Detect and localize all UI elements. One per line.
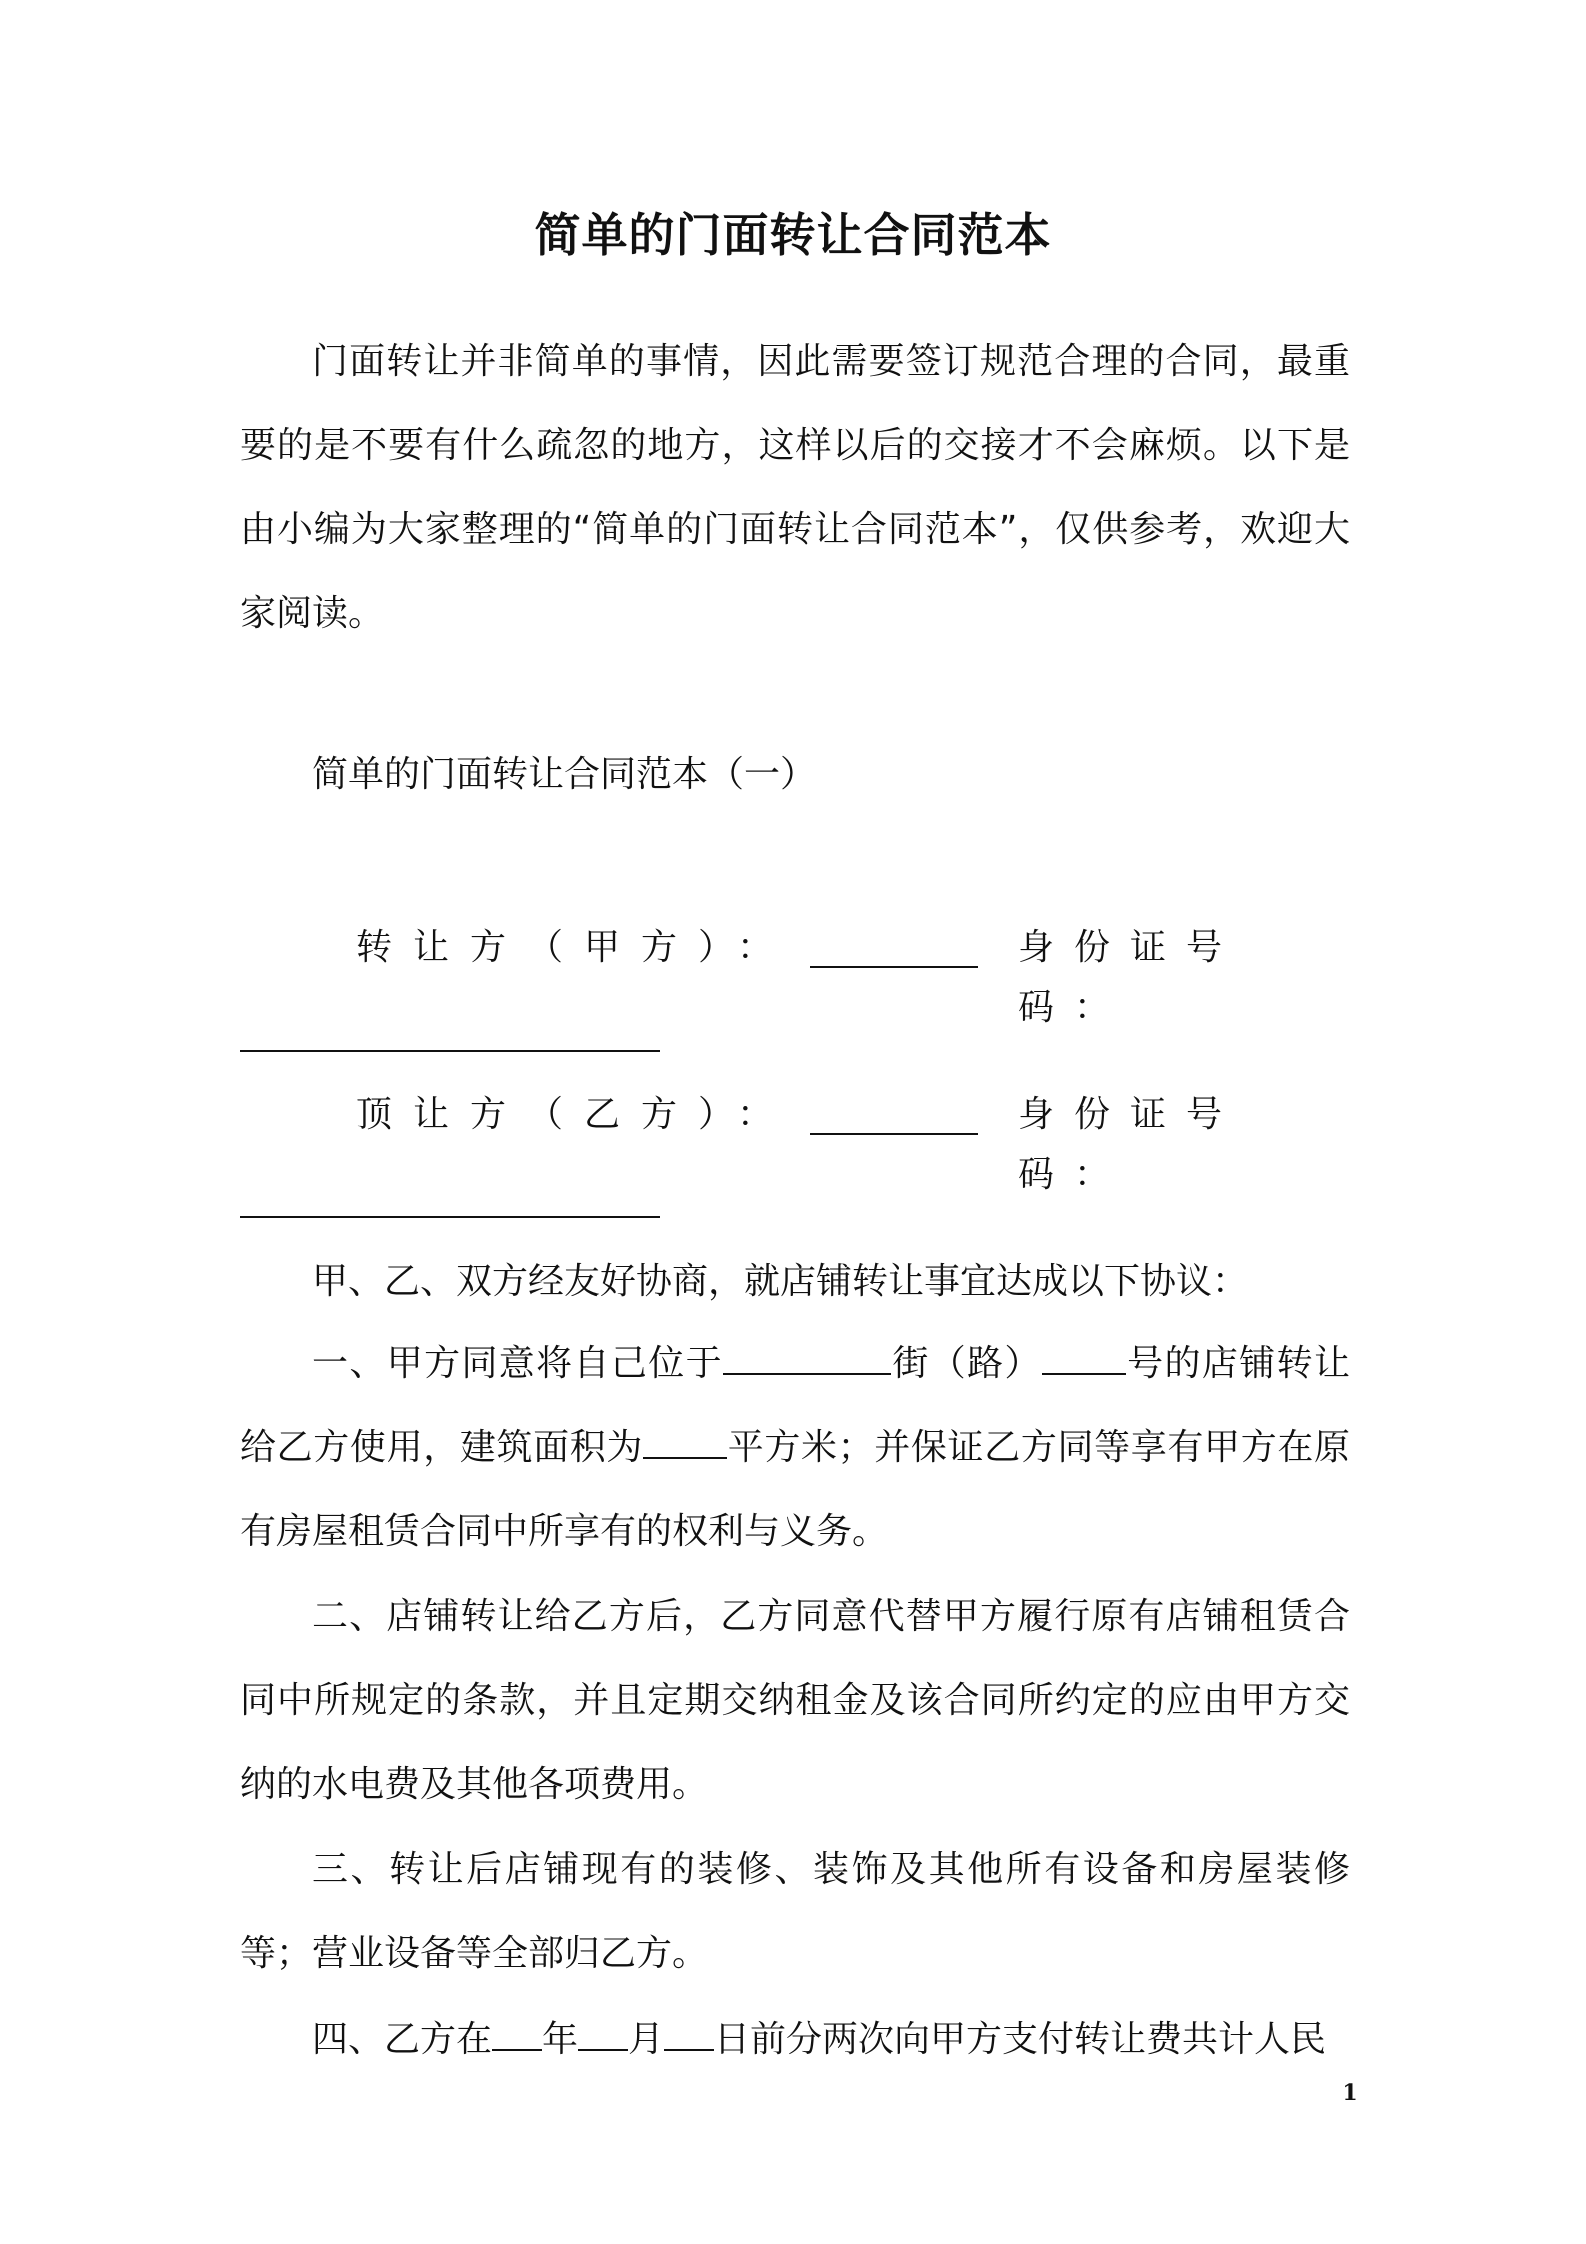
party-b-row — [356, 1085, 1346, 1195]
party-b-id-label: 身份证号码： — [1018, 1094, 1243, 1195]
party-a-id-blank — [240, 1050, 660, 1052]
clause-4 — [240, 1998, 1350, 2082]
party-b-label: 顶让方（乙方）： — [356, 1094, 795, 1135]
street-blank — [723, 1335, 891, 1375]
clause-4-text-c: 月 — [628, 2019, 665, 2060]
clause-4-text-d: 日前分两次向甲方支付转让费共计人民 — [714, 2019, 1327, 2060]
party-a-row — [356, 918, 1346, 1028]
clause-1-text-c: 号的店铺转让给乙方使用，建筑面积为 — [240, 1343, 1350, 1468]
party-a-label: 转让方（甲方）： — [356, 927, 795, 968]
clause-1 — [240, 1322, 1350, 1574]
number-blank — [1042, 1335, 1126, 1375]
contract-subheading: 简单的门面转让合同范本（一） — [312, 754, 817, 795]
party-a-id-label: 身份证号码： — [1018, 927, 1243, 1028]
party-b-name-blank — [810, 1133, 978, 1135]
party-a-name-blank — [810, 966, 978, 968]
agreement-intro: 甲、乙、双方经友好协商，就店铺转让事宜达成以下协议： — [312, 1261, 1249, 1302]
clause-4-text-a: 四、乙方在 — [312, 2019, 493, 2060]
clause-4-text-b: 年 — [542, 2019, 579, 2060]
page-number: 1 — [1342, 2080, 1358, 2106]
area-blank — [643, 1419, 727, 1459]
clause-1-text-b: 街（路） — [890, 1343, 1042, 1384]
clause-2: 二、店铺转让给乙方后，乙方同意代替甲方履行原有店铺租赁合同中所规定的条款，并且定期交纳租金及该合同所约定的应由甲方交纳的水电费及其他各项费用。 — [240, 1596, 1350, 1805]
year-blank — [492, 2011, 542, 2051]
day-blank — [664, 2011, 714, 2051]
clause-3: 三、转让后店铺现有的装修、装饰及其他所有设备和房屋装修等；营业设备等全部归乙方。 — [240, 1849, 1350, 1974]
clause-1-text-d: 平方米；并保证乙方同等享有甲方在原有房屋租赁合同中所享有的权利与义务。 — [240, 1427, 1350, 1552]
intro-paragraph: 门面转让并非简单的事情，因此需要签订规范合理的合同，最重要的是不要有什么疏忽的地方，这样以后的交接才不会麻烦。以下是由小编为大家整理的“简单的门面转让合同范本”，仅供参考，欢迎大家阅读。 — [240, 341, 1350, 634]
party-b-id-blank — [240, 1216, 660, 1218]
clause-1-text-a: 一、甲方同意将自己位于 — [312, 1343, 723, 1384]
month-blank — [578, 2011, 628, 2051]
document-title: 简单的门面转让合同范本 — [534, 208, 1052, 262]
